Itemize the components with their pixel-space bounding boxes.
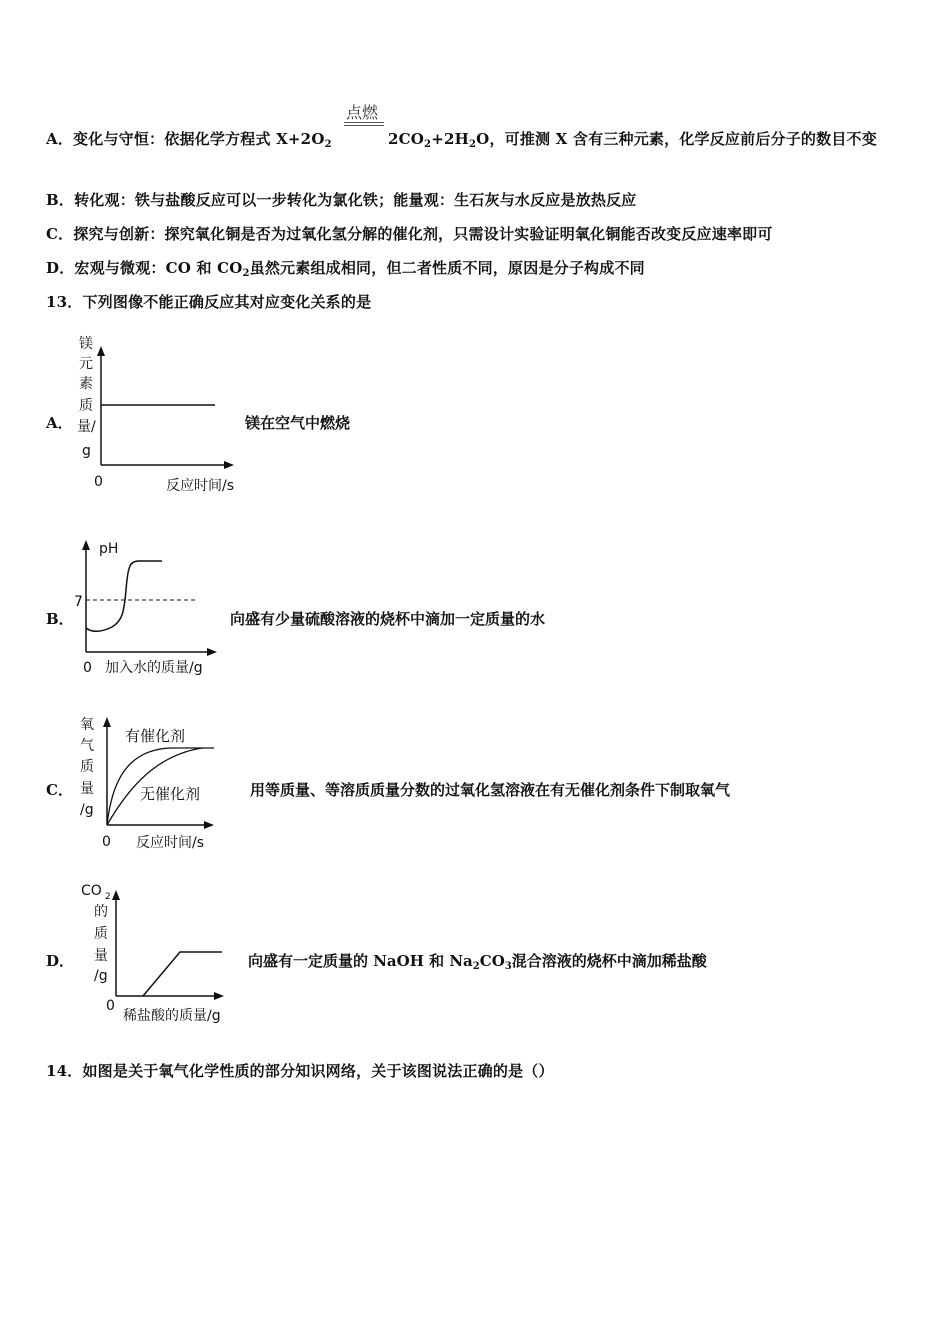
- q12-option-b: B．转化观：铁与盐酸反应可以一步转化为氯化铁；能量观：生石灰与水反应是放热反应: [46, 191, 637, 209]
- chart-b-ref-label: 7: [74, 594, 83, 610]
- q13-option-d-label: D．: [46, 952, 75, 970]
- chart-c-ylabel-5: /g: [80, 802, 94, 818]
- chart-c-ylabel-1: 氧: [80, 717, 94, 733]
- chart-b-ylabel: pH: [99, 541, 119, 557]
- chart-d-y-arrow: [112, 890, 120, 900]
- chart-d-ylabel-3: 量: [94, 948, 108, 964]
- chart-d-xlabel: 稀盐酸的质量/g: [123, 1008, 221, 1024]
- chart-c-ylabel-2: 气: [80, 738, 94, 754]
- chart-c-ylabel-4: 量: [80, 781, 94, 797]
- chart-c: [70, 710, 270, 860]
- q13-option-b-desc: 向盛有少量硫酸溶液的烧杯中滴加一定质量的水: [230, 610, 546, 628]
- chart-c-series-2-label: 无催化剂: [140, 785, 201, 803]
- chart-d: [70, 875, 270, 1035]
- chart-d-ylabel-1: 的: [94, 904, 108, 920]
- chart-b-origin: 0: [83, 660, 92, 676]
- q13-option-c-desc: 用等质量、等溶质质量分数的过氧化氢溶液在有无催化剂条件下制取氧气: [250, 781, 731, 799]
- chart-a-xlabel: 反应时间/s: [166, 478, 235, 494]
- q13-option-a-desc: 镁在空气中燃烧: [245, 414, 351, 432]
- chart-d-ylabel-2: 质: [94, 926, 108, 942]
- chart-c-y-arrow: [103, 717, 111, 727]
- chart-c-ylabel-3: 质: [80, 759, 94, 775]
- chart-d-origin: 0: [106, 998, 115, 1014]
- chart-d-ylabel-4: /g: [94, 968, 108, 984]
- q12-option-d: D．宏观与微观：CO 和 $CO_2$虽然元素组成相同，但二者性质不同，原因是分子构成不同: [46, 259, 645, 279]
- chart-d-ylabel-sub: 2: [105, 892, 111, 902]
- chart-a-ylabel-3: 素: [79, 376, 93, 392]
- chart-d-series-line: [143, 952, 222, 996]
- chart-c-xlabel: 反应时间/s: [136, 835, 205, 851]
- chart-a-ylabel-1: 镁: [79, 336, 93, 352]
- chart-c-x-arrow: [204, 821, 214, 829]
- chart-a-origin: 0: [94, 474, 103, 490]
- q13-stem: 13．下列图像不能正确反应其对应变化关系的是: [46, 293, 372, 311]
- chart-a-y-arrow: [97, 346, 105, 356]
- q13-option-b-label: B．: [46, 610, 74, 628]
- chart-a: [70, 330, 270, 500]
- chart-a-ylabel-2: 元: [79, 356, 93, 372]
- q12-option-a-products: $2CO_2+2H_2O$，可推测 X 含有三种元素，化学反应前后分子的数目不变: [388, 130, 877, 150]
- q13-option-a-label: A．: [46, 414, 73, 432]
- chart-b-series-curve: [86, 561, 162, 631]
- q12-option-a: A．变化与守恒：依据化学方程式 $X+2O_2$: [46, 130, 332, 150]
- q12-option-c: C．探究与创新：探究氧化铜是否为过氧化氢分解的催化剂，只需设计实验证明氧化铜能否改变反应速率即可: [46, 225, 773, 243]
- chart-a-x-arrow: [224, 461, 234, 469]
- equation-arrow-line: [344, 122, 384, 123]
- chart-b-x-arrow: [207, 648, 217, 656]
- q13-option-c-label: C．: [46, 781, 73, 799]
- chart-b-y-arrow: [82, 540, 90, 550]
- chart-c-origin: 0: [102, 834, 111, 850]
- reaction-condition: 点燃: [346, 103, 379, 122]
- chart-a-ylabel-4: 质: [79, 398, 93, 414]
- chart-b-xlabel: 加入水的质量/g: [105, 660, 203, 676]
- chart-c-series-1-label: 有催化剂: [125, 727, 186, 745]
- chart-a-ylabel-5: 量/: [77, 419, 96, 435]
- equation-arrow-line: [344, 125, 384, 126]
- q14-stem: 14．如图是关于氧气化学性质的部分知识网络，关于该图说法正确的是（）: [46, 1062, 554, 1080]
- chart-d-x-arrow: [214, 992, 224, 1000]
- q13-option-d-desc: 向盛有一定质量的 NaOH 和 $Na_2CO_3$混合溶液的烧杯中滴加稀盐酸: [248, 952, 707, 972]
- chart-d-ylabel-co: CO: [81, 883, 102, 899]
- chart-a-ylabel-6: g: [82, 443, 91, 459]
